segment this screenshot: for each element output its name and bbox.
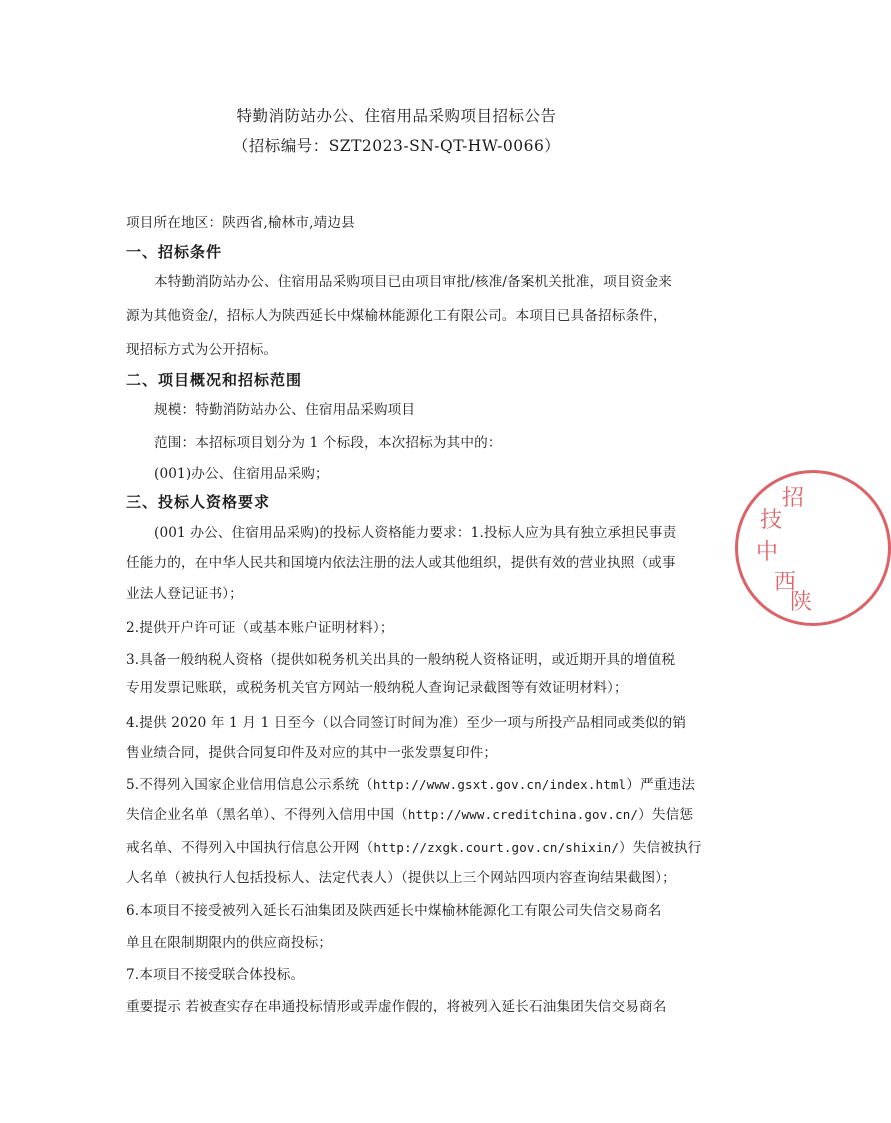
project-scope: 范围：本招标项目划分为 1 个标段，本次招标为其中的： <box>154 435 502 451</box>
requirement-line: 4.提供 2020 年 1 月 1 日至今（以合同签订时间为准）至少一项与所投产品相同或类似的销 <box>126 715 687 731</box>
creditchina-url: http://www.creditchina.gov.cn/ <box>407 807 639 822</box>
requirement-text: 失信企业名单（黑名单）、不得列入信用中国（ <box>126 807 408 823</box>
seal-char: 中 <box>756 540 779 565</box>
document-title: 特勤消防站办公、住宿用品采购项目招标公告 <box>236 107 557 125</box>
seal-char: 招 <box>782 486 805 511</box>
requirement-line: (001 办公、住宿用品采购)的投标人资格能力要求：1.投标人应为具有独立承担民事责 <box>154 525 677 541</box>
tender-number: （招标编号：SZT2023-SN-QT-HW-0066） <box>232 137 561 155</box>
important-notice: 重要提示 若被查实存在串通投标情形或弄虚作假的，将被列入延长石油集团失信交易商名 <box>126 999 667 1015</box>
requirement-line: 7.本项目不接受联合体投标。 <box>126 967 305 983</box>
seal-char: 西 <box>774 570 797 595</box>
project-location: 项目所在地区：陕西省,榆林市,靖边县 <box>126 215 355 231</box>
requirement-line: 2.提供开户许可证（或基本账户证明材料）； <box>126 620 394 636</box>
project-lot: (001)办公、住宿用品采购； <box>154 466 329 482</box>
requirement-line: 业法人登记证书）； <box>126 586 243 602</box>
requirement-line <box>126 773 695 793</box>
requirement-text: ）失信惩 <box>638 807 694 823</box>
section-1-line: 现招标方式为公开招标。 <box>126 342 278 358</box>
requirement-line: 任能力的，在中华人民共和国境内依法注册的法人或其他组织，提供有效的营业执照（或事 <box>126 555 676 571</box>
section-3-heading: 三、投标人资格要求 <box>126 493 271 511</box>
requirement-line: 专用发票记账联，或税务机关官方网站一般纳税人查询记录截图等有效证明材料）； <box>126 680 628 696</box>
requirement-text: 戒名单、不得列入中国执行信息公开网（ <box>126 840 374 856</box>
section-2-heading: 二、项目概况和招标范围 <box>126 371 303 389</box>
court-url: http://zxgk.court.gov.cn/shixin/ <box>373 840 620 855</box>
requirement-line: 人名单（被执行人包括投标人、法定代表人）（提供以上三个网站四项内容查询结果截图）； <box>126 870 676 886</box>
requirement-line: 售业绩合同，提供合同复印件及对应的其中一张发票复印件； <box>126 745 498 761</box>
section-1-line: 本特勤消防站办公、住宿用品采购项目已由项目审批/核准/备案机关批准，项目资金来 <box>154 274 672 290</box>
requirement-text: ）失信被执行 <box>619 840 702 856</box>
seal-char: 陕 <box>790 590 813 615</box>
gsxt-url: http://www.gsxt.gov.cn/index.html <box>372 777 627 792</box>
requirement-text: ）严重违法 <box>626 777 695 793</box>
requirement-text: 5.不得列入国家企业信用信息公示系统（ <box>126 777 373 793</box>
requirement-line <box>126 803 694 823</box>
requirement-line <box>126 836 702 856</box>
red-seal-stamp <box>735 470 891 626</box>
requirement-line: 3.具备一般纳税人资格（提供如税务机关出具的一般纳税人资格证明，或近期开具的增值税 <box>126 652 676 668</box>
section-1-heading: 一、招标条件 <box>126 243 223 261</box>
requirement-line: 单且在限制期限内的供应商投标； <box>126 935 333 951</box>
requirement-line: 6.本项目不接受被列入延长石油集团及陕西延长中煤榆林能源化工有限公司失信交易商名 <box>126 903 662 919</box>
section-1-line: 源为其他资金/，招标人为陕西延长中煤榆林能源化工有限公司。本项目已具备招标条件， <box>126 308 667 324</box>
seal-char: 技 <box>760 508 783 533</box>
project-scale: 规模：特勤消防站办公、住宿用品采购项目 <box>154 402 416 418</box>
